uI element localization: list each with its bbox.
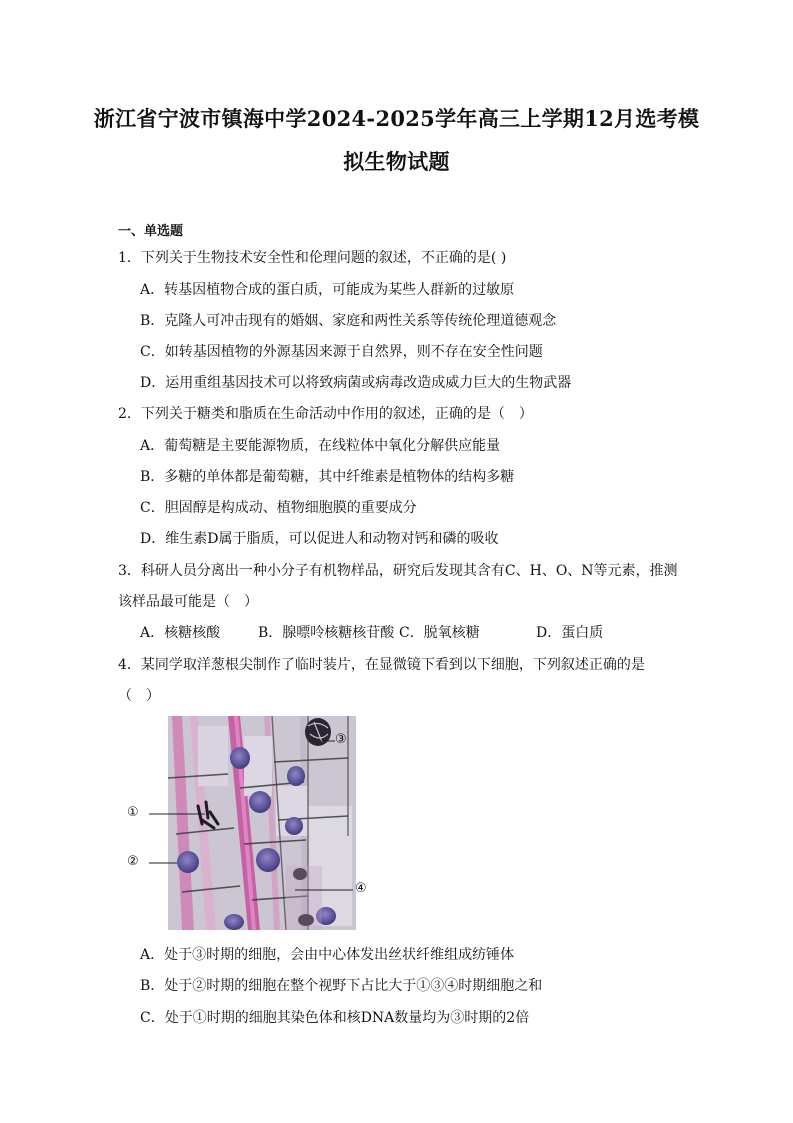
- question-2-option-a: A．葡萄糖是主要能源物质，在线粒体中氧化分解供应能量: [140, 438, 501, 454]
- title-line-1: 浙江省宁波市镇海中学2024-2025学年高三上学期12月选考模: [93, 106, 700, 131]
- question-2-option-d: D．维生素D属于脂质，可以促进人和动物对钙和磷的吸收: [140, 531, 499, 547]
- section-heading: 一、单选题: [118, 224, 184, 239]
- onion-root-tip-micrograph-figure: [125, 714, 385, 932]
- question-4-option-a: A．处于③时期的细胞，会由中心体发出丝状纤维组成纺锤体: [140, 947, 515, 963]
- figure-label-1: ①: [127, 805, 139, 820]
- question-2-option-c: C．胆固醇是构成动、植物细胞膜的重要成分: [140, 500, 417, 516]
- question-4-stem-line-1: 4．某同学取洋葱根尖制作了临时装片，在显微镜下看到以下细胞，下列叙述正确的是: [118, 657, 645, 673]
- title-line-2: 拟生物试题: [343, 149, 450, 174]
- question-1-stem: 1．下列关于生物技术安全性和伦理问题的叙述，不正确的是( ): [118, 250, 507, 266]
- question-3-stem-line-1: 3．科研人员分离出一种小分子有机物样品，研究后发现其含有C、H、O、N等元素，推测: [118, 563, 678, 579]
- question-2-option-b: B．多糖的单体都是葡萄糖，其中纤维素是植物体的结构多糖: [140, 469, 515, 485]
- question-4-option-c: C．处于①时期的细胞其染色体和核DNA数量均为③时期的2倍: [140, 1010, 530, 1026]
- question-1-option-a: A．转基因植物合成的蛋白质，可能成为某些人群新的过敏原: [140, 282, 515, 298]
- question-2-stem: 2．下列关于糖类和脂质在生命活动中作用的叙述，正确的是（ ）: [118, 406, 533, 422]
- question-1-option-d: D．运用重组基因技术可以将致病菌或病毒改造成威力巨大的生物武器: [140, 375, 572, 391]
- question-3-option-a: A．核糖核酸: [140, 625, 221, 641]
- figure-label-3: ③: [335, 732, 347, 747]
- question-3-options: [140, 623, 603, 643]
- question-1-option-c: C．如转基因植物的外源基因来源于自然界，则不存在安全性问题: [140, 344, 543, 360]
- question-1-option-b: B．克隆人可冲击现有的婚姻、家庭和两性关系等传统伦理道德观念: [140, 313, 557, 329]
- question-4-option-b: B．处于②时期的细胞在整个视野下占比大于①③④时期细胞之和: [140, 978, 543, 994]
- question-3-option-d: D．蛋白质: [536, 625, 604, 641]
- figure-label-2: ②: [127, 854, 139, 869]
- figure-label-4: ④: [355, 881, 367, 896]
- question-3-option-b: B．腺嘌呤核糖核苷酸: [258, 625, 395, 641]
- question-4-stem-line-2: （ ）: [118, 688, 160, 704]
- question-3-option-c: C．脱氧核糖: [399, 625, 480, 641]
- question-3-stem-line-2: 该样品最可能是（ ）: [118, 594, 258, 610]
